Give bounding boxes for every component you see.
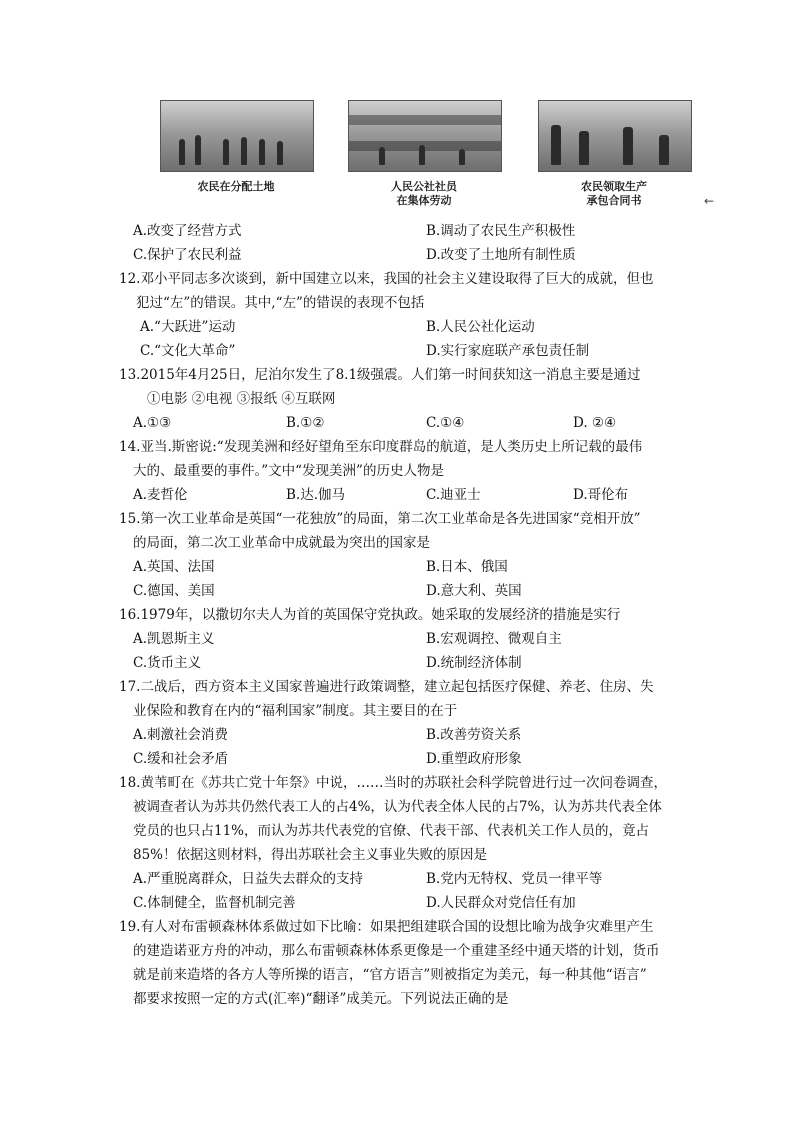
q15-option-a: A.英国、法国 bbox=[133, 559, 215, 575]
q18-stem-line: 85%！依据这则材料，得出苏联社会主义事业失败的原因是 bbox=[133, 847, 488, 863]
q15-option-c: C.德国、美国 bbox=[133, 583, 215, 599]
photo-caption: 人民公社社员 在集体劳动 bbox=[391, 180, 457, 207]
q13-stem-line: 13.2015年4月25日，尼泊尔发生了8.1级强震。人们第一时间获知这一消息主要是通过 bbox=[119, 367, 641, 383]
q16-option-a: A.凯恩斯主义 bbox=[133, 631, 215, 647]
q13-option-c: C.①④ bbox=[426, 415, 465, 431]
q11-option-a: A.改变了经营方式 bbox=[133, 223, 242, 239]
photo-caption: 农民领取生产 承包合同书 bbox=[581, 180, 647, 207]
q12-option-d: D.实行家庭联产承包责任制 bbox=[426, 343, 590, 359]
q19-stem-line: 19.有人对布雷顿森林体系做过如下比喻：如果把组建联合国的设想比喻为战争灾难里产生 bbox=[119, 919, 654, 935]
q15-stem-line: 的局面，第二次工业革命中成就最为突出的国家是 bbox=[133, 535, 430, 551]
q14-stem-line: 14.亚当.斯密说:“发现美洲和经好望角至东印度群岛的航道，是人类历史上所记载的最伟 bbox=[119, 439, 643, 455]
q12-stem-line: 12.邓小平同志多次谈到，新中国建立以来，我国的社会主义建设取得了巨大的成就，但也 bbox=[119, 271, 654, 287]
q18-stem-line: 18.黄苇町在《苏共亡党十年祭》中说，……当时的苏联社会科学院曾进行过一次问卷调查， bbox=[119, 775, 667, 791]
q14-option-d: D.哥伦布 bbox=[573, 487, 629, 503]
q16-option-d: D.统制经济体制 bbox=[426, 655, 522, 671]
photo-land-distribution bbox=[160, 100, 314, 194]
q19-stem-line: 的建造诺亚方舟的冲动，那么布雷顿森林体系更像是一个重建圣经中通天塔的计划，货币 bbox=[133, 943, 660, 959]
q12-option-b: B.人民公社化运动 bbox=[426, 319, 535, 335]
q13-option-b: B.①② bbox=[286, 415, 325, 431]
q15-option-b: B.日本、俄国 bbox=[426, 559, 508, 575]
q19-stem-line: 都要求按照一定的方式(汇率)“翻译”成美元。下列说法正确的是 bbox=[133, 991, 509, 1007]
q11-option-c: C.保护了农民利益 bbox=[133, 247, 242, 263]
q14-option-b: B.达.伽马 bbox=[286, 487, 346, 503]
q18-option-a: A.严重脱离群众，日益失去群众的支持 bbox=[133, 871, 364, 887]
q12-option-c: C.“文化大革命” bbox=[140, 343, 236, 359]
q14-option-c: C.迪亚士 bbox=[426, 487, 481, 503]
q18-stem-line: 党员的也只占11%，而认为苏共代表党的官僚、代表干部、代表机关工作人员的，竟占 bbox=[133, 823, 650, 839]
q15-option-d: D.意大利、英国 bbox=[426, 583, 522, 599]
q12-stem-line: 犯过“左”的错误。其中,“左”的错误的表现不包括 bbox=[136, 295, 425, 311]
q17-stem-line: 17.二战后，西方资本主义国家普遍进行政策调整，建立起包括医疗保健、养老、住房、失 bbox=[119, 679, 654, 695]
q13-stem-line: ①电影 ②电视 ③报纸 ④互联网 bbox=[147, 391, 336, 407]
q16-stem-line: 16.1979年，以撒切尔夫人为首的英国保守党执政。她采取的发展经济的措施是实行 bbox=[119, 607, 621, 623]
q19-stem-line: 就是前来造塔的各方人等所操的语言，“官方语言”则被指定为美元，每一种其他“语言” bbox=[133, 967, 647, 983]
photo-commune-labor bbox=[348, 100, 502, 208]
q14-stem-line: 大的、最重要的事件。”文中“发现美洲”的历史人物是 bbox=[133, 463, 444, 479]
q17-option-d: D.重塑政府形象 bbox=[426, 751, 522, 767]
photo-image bbox=[160, 100, 314, 172]
q18-option-d: D.人民群众对党信任有加 bbox=[426, 895, 576, 911]
photo-strip bbox=[160, 100, 700, 212]
arrow-mark: ← bbox=[704, 194, 715, 208]
photo-contract-signing bbox=[538, 100, 692, 208]
q17-stem-line: 业保险和教育在内的“福利国家”制度。其主要目的在于 bbox=[133, 703, 458, 719]
q16-option-c: C.货币主义 bbox=[133, 655, 202, 671]
q11-option-b: B.调动了农民生产积极性 bbox=[426, 223, 576, 239]
photo-image bbox=[348, 100, 502, 172]
photo-caption: 农民在分配土地 bbox=[197, 180, 275, 193]
q12-option-a: A.“大跃进”运动 bbox=[140, 319, 236, 335]
q13-option-a: A.①③ bbox=[133, 415, 172, 431]
q18-stem-line: 被调查者认为苏共仍然代表工人的占4%，认为代表全体人民的占7%，认为苏共代表全体 bbox=[133, 799, 662, 815]
q16-option-b: B.宏观调控、微观自主 bbox=[426, 631, 562, 647]
q15-stem-line: 15.第一次工业革命是英国“一花独放”的局面，第二次工业革命是各先进国家“竞相开放” bbox=[119, 511, 641, 527]
q18-option-c: C.体制健全，监督机制完善 bbox=[133, 895, 296, 911]
q17-option-b: B.改善劳资关系 bbox=[426, 727, 522, 743]
photo-image bbox=[538, 100, 692, 172]
q17-option-c: C.缓和社会矛盾 bbox=[133, 751, 229, 767]
q18-option-b: B.党内无特权、党员一律平等 bbox=[426, 871, 603, 887]
q17-option-a: A.刺激社会消费 bbox=[133, 727, 229, 743]
q14-option-a: A.麦哲伦 bbox=[133, 487, 188, 503]
q11-option-d: D.改变了土地所有制性质 bbox=[426, 247, 576, 263]
q13-option-d: D. ②④ bbox=[573, 415, 617, 431]
